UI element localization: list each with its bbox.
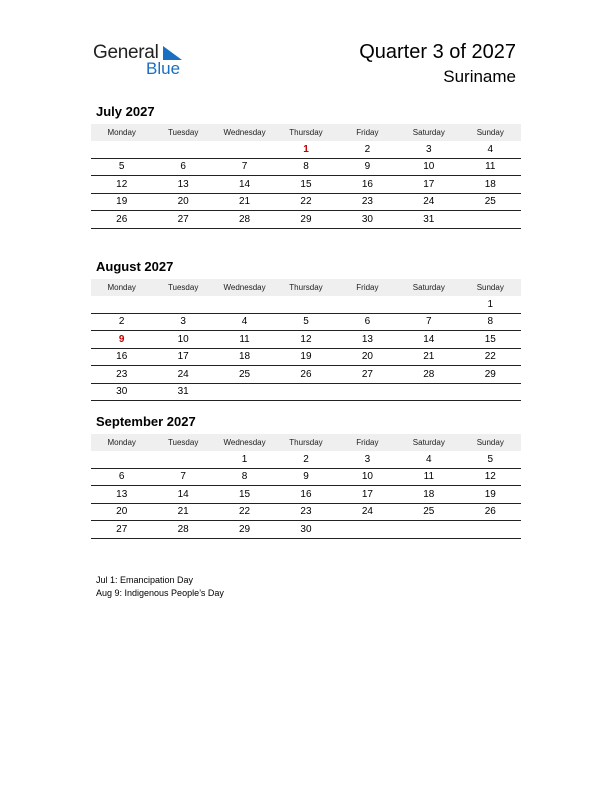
- day-cell: 30: [337, 211, 398, 229]
- day-cell: 5: [460, 451, 521, 468]
- day-cell: 17: [337, 486, 398, 504]
- day-cell: 25: [398, 503, 459, 521]
- day-cell: 24: [337, 503, 398, 521]
- day-cell: 8: [214, 468, 275, 486]
- empty-day-cell: [275, 383, 336, 401]
- day-cell: 17: [152, 348, 213, 366]
- week-row: [91, 296, 521, 313]
- month-title: September 2027: [96, 414, 196, 429]
- day-cell: 21: [214, 193, 275, 211]
- weekday-header: Thursday: [275, 124, 336, 141]
- weekday-header: Monday: [91, 124, 152, 141]
- empty-day-cell: [152, 451, 213, 468]
- day-cell: 16: [275, 486, 336, 504]
- holiday-day-cell: 9: [91, 331, 152, 349]
- weekday-header: Tuesday: [152, 279, 213, 296]
- day-cell: 14: [152, 486, 213, 504]
- day-cell: 6: [91, 468, 152, 486]
- day-cell: 30: [91, 383, 152, 401]
- day-cell: 23: [337, 193, 398, 211]
- day-cell: 21: [152, 503, 213, 521]
- day-cell: 25: [214, 366, 275, 384]
- day-cell: 31: [152, 383, 213, 401]
- day-cell: 25: [460, 193, 521, 211]
- week-row: [91, 503, 521, 521]
- day-cell: 7: [398, 313, 459, 331]
- weekday-header: Tuesday: [152, 434, 213, 451]
- empty-day-cell: [275, 296, 336, 313]
- day-cell: 15: [275, 176, 336, 194]
- empty-day-cell: [398, 383, 459, 401]
- day-cell: 3: [398, 141, 459, 158]
- logo-text-blue: Blue: [146, 59, 181, 78]
- weekday-header: Wednesday: [214, 124, 275, 141]
- holiday-note: Jul 1: Emancipation Day: [96, 575, 194, 585]
- empty-day-cell: [214, 383, 275, 401]
- month-september: [91, 414, 521, 539]
- day-cell: 19: [460, 486, 521, 504]
- day-cell: 4: [460, 141, 521, 158]
- day-cell: 16: [91, 348, 152, 366]
- day-cell: 18: [460, 176, 521, 194]
- day-cell: 4: [398, 451, 459, 468]
- day-cell: 24: [398, 193, 459, 211]
- weekday-header-row: [91, 279, 521, 296]
- holiday-day-cell: 1: [275, 141, 336, 158]
- day-cell: 28: [214, 211, 275, 229]
- weekday-header: Wednesday: [214, 279, 275, 296]
- empty-day-cell: [91, 296, 152, 313]
- week-row: [91, 141, 521, 158]
- day-cell: 14: [214, 176, 275, 194]
- day-cell: 26: [275, 366, 336, 384]
- day-cell: 28: [152, 521, 213, 539]
- empty-day-cell: [460, 211, 521, 229]
- day-cell: 5: [91, 158, 152, 176]
- day-cell: 4: [214, 313, 275, 331]
- day-cell: 23: [275, 503, 336, 521]
- day-cell: 13: [91, 486, 152, 504]
- empty-day-cell: [460, 521, 521, 539]
- week-row: [91, 468, 521, 486]
- day-cell: 27: [91, 521, 152, 539]
- empty-day-cell: [91, 141, 152, 158]
- weekday-header-row: [91, 124, 521, 141]
- month-title: July 2027: [96, 104, 155, 119]
- day-cell: 23: [91, 366, 152, 384]
- weekday-header: Tuesday: [152, 124, 213, 141]
- empty-day-cell: [398, 296, 459, 313]
- weekday-header: Sunday: [460, 124, 521, 141]
- day-cell: 29: [460, 366, 521, 384]
- weekday-header: Monday: [91, 279, 152, 296]
- empty-day-cell: [398, 521, 459, 539]
- month-august: [91, 259, 521, 401]
- day-cell: 18: [398, 486, 459, 504]
- day-cell: 6: [337, 313, 398, 331]
- weekday-header: Saturday: [398, 124, 459, 141]
- empty-day-cell: [214, 296, 275, 313]
- weekday-header: Saturday: [398, 279, 459, 296]
- weekday-header: Friday: [337, 434, 398, 451]
- day-cell: 12: [275, 331, 336, 349]
- weekday-header-row: [91, 434, 521, 451]
- country-name: Suriname: [443, 67, 516, 86]
- day-cell: 24: [152, 366, 213, 384]
- weekday-header: Friday: [337, 124, 398, 141]
- day-cell: 19: [275, 348, 336, 366]
- week-row: [91, 158, 521, 176]
- day-cell: 10: [152, 331, 213, 349]
- empty-day-cell: [460, 383, 521, 401]
- day-cell: 15: [460, 331, 521, 349]
- day-cell: 1: [460, 296, 521, 313]
- day-cell: 5: [275, 313, 336, 331]
- day-cell: 15: [214, 486, 275, 504]
- day-cell: 22: [460, 348, 521, 366]
- day-cell: 22: [214, 503, 275, 521]
- weekday-header: Sunday: [460, 434, 521, 451]
- calendar-table: [91, 279, 521, 401]
- day-cell: 28: [398, 366, 459, 384]
- month-july: [91, 104, 521, 229]
- day-cell: 1: [214, 451, 275, 468]
- weekday-header: Friday: [337, 279, 398, 296]
- day-cell: 31: [398, 211, 459, 229]
- empty-day-cell: [152, 296, 213, 313]
- day-cell: 3: [337, 451, 398, 468]
- day-cell: 14: [398, 331, 459, 349]
- week-row: [91, 521, 521, 539]
- day-cell: 10: [337, 468, 398, 486]
- day-cell: 8: [460, 313, 521, 331]
- quarter-title: Quarter 3 of 2027: [359, 41, 516, 63]
- day-cell: 8: [275, 158, 336, 176]
- week-row: [91, 211, 521, 229]
- day-cell: 19: [91, 193, 152, 211]
- logo-text-general: General: [93, 42, 159, 63]
- week-row: [91, 313, 521, 331]
- day-cell: 27: [152, 211, 213, 229]
- logo: [93, 42, 193, 82]
- day-cell: 18: [214, 348, 275, 366]
- day-cell: 13: [152, 176, 213, 194]
- weekday-header: Thursday: [275, 434, 336, 451]
- week-row: [91, 383, 521, 401]
- day-cell: 20: [337, 348, 398, 366]
- weekday-header: Thursday: [275, 279, 336, 296]
- day-cell: 20: [91, 503, 152, 521]
- day-cell: 12: [460, 468, 521, 486]
- day-cell: 9: [275, 468, 336, 486]
- calendar-table: [91, 434, 521, 539]
- day-cell: 12: [91, 176, 152, 194]
- holiday-note: Aug 9: Indigenous People’s Day: [96, 588, 224, 598]
- day-cell: 11: [398, 468, 459, 486]
- holiday-notes: [96, 574, 224, 600]
- calendar-table: [91, 124, 521, 229]
- week-row: [91, 348, 521, 366]
- day-cell: 13: [337, 331, 398, 349]
- day-cell: 22: [275, 193, 336, 211]
- day-cell: 6: [152, 158, 213, 176]
- day-cell: 11: [214, 331, 275, 349]
- day-cell: 27: [337, 366, 398, 384]
- day-cell: 10: [398, 158, 459, 176]
- week-row: [91, 366, 521, 384]
- month-title: August 2027: [96, 259, 174, 274]
- week-row: [91, 176, 521, 194]
- empty-day-cell: [337, 296, 398, 313]
- day-cell: 30: [275, 521, 336, 539]
- day-cell: 26: [91, 211, 152, 229]
- day-cell: 2: [275, 451, 336, 468]
- day-cell: 7: [214, 158, 275, 176]
- day-cell: 17: [398, 176, 459, 194]
- weekday-header: Saturday: [398, 434, 459, 451]
- day-cell: 20: [152, 193, 213, 211]
- day-cell: 3: [152, 313, 213, 331]
- weekday-header: Wednesday: [214, 434, 275, 451]
- week-row: [91, 451, 521, 468]
- day-cell: 11: [460, 158, 521, 176]
- weekday-header: Sunday: [460, 279, 521, 296]
- day-cell: 21: [398, 348, 459, 366]
- empty-day-cell: [337, 383, 398, 401]
- empty-day-cell: [152, 141, 213, 158]
- week-row: [91, 331, 521, 349]
- empty-day-cell: [337, 521, 398, 539]
- week-row: [91, 486, 521, 504]
- week-row: [91, 193, 521, 211]
- weekday-header: Monday: [91, 434, 152, 451]
- day-cell: 29: [214, 521, 275, 539]
- day-cell: 2: [337, 141, 398, 158]
- day-cell: 7: [152, 468, 213, 486]
- empty-day-cell: [214, 141, 275, 158]
- logo-triangle-icon: [163, 46, 182, 60]
- day-cell: 29: [275, 211, 336, 229]
- day-cell: 9: [337, 158, 398, 176]
- day-cell: 2: [91, 313, 152, 331]
- day-cell: 16: [337, 176, 398, 194]
- empty-day-cell: [91, 451, 152, 468]
- day-cell: 26: [460, 503, 521, 521]
